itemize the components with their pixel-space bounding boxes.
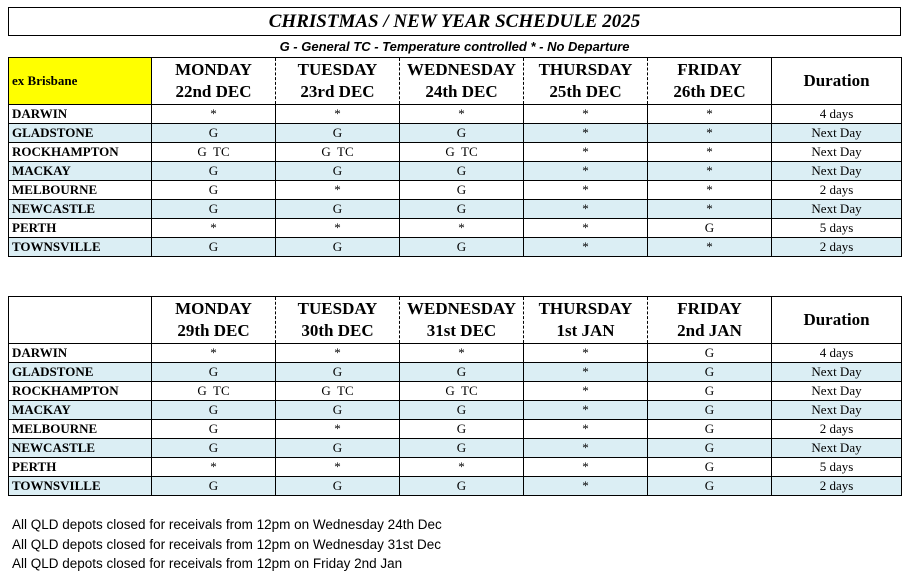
schedule-cell: * xyxy=(152,458,276,477)
schedule-cell: * xyxy=(648,143,772,162)
schedule-cell: * xyxy=(524,420,648,439)
table-row xyxy=(9,477,902,496)
schedule-cell: * xyxy=(152,219,276,238)
schedule-cell: G TC xyxy=(152,143,276,162)
table-row xyxy=(9,458,902,477)
destination-cell: PERTH xyxy=(9,219,152,238)
table-row xyxy=(9,181,902,200)
schedule-cell: G xyxy=(276,124,400,143)
schedule-cell: * xyxy=(648,181,772,200)
destination-cell: MACKAY xyxy=(9,401,152,420)
schedule-cell: G xyxy=(152,401,276,420)
schedule-cell: G xyxy=(276,200,400,219)
duration-cell: 2 days xyxy=(772,181,902,200)
schedule-cell: G xyxy=(276,363,400,382)
schedule-cell: G xyxy=(152,477,276,496)
destination-cell: DARWIN xyxy=(9,105,152,124)
note-line: All QLD depots closed for receivals from 12pm on Friday 2nd Jan xyxy=(12,556,403,571)
destination-cell: NEWCASTLE xyxy=(9,200,152,219)
schedule-cell: G xyxy=(648,382,772,401)
schedule-cell: * xyxy=(400,458,524,477)
schedule-cell: * xyxy=(524,105,648,124)
schedule-cell: G xyxy=(152,200,276,219)
schedule-cell: G xyxy=(152,181,276,200)
schedule-cell: * xyxy=(648,124,772,143)
day-header: WEDNESDAY 24th DEC xyxy=(400,58,524,105)
duration-cell: Next Day xyxy=(772,200,902,219)
table-row xyxy=(9,382,902,401)
duration-cell: Next Day xyxy=(772,439,902,458)
schedule-cell: G xyxy=(400,181,524,200)
origin-label xyxy=(9,297,152,344)
schedule-cell: G TC xyxy=(400,143,524,162)
schedule-cell: * xyxy=(152,344,276,363)
note-line: All QLD depots closed for receivals from 12pm on Wednesday 24th Dec xyxy=(12,517,442,532)
destination-cell: MACKAY xyxy=(9,162,152,181)
header-row xyxy=(9,297,902,344)
legend-text: G - General TC - Temperature controlled * - No Departure xyxy=(279,39,630,54)
schedule-cell: G xyxy=(276,401,400,420)
header-row xyxy=(9,58,902,105)
table-row xyxy=(9,420,902,439)
schedule-cell: G xyxy=(276,477,400,496)
schedule-cell: * xyxy=(400,219,524,238)
schedule-cell: * xyxy=(276,420,400,439)
schedule-cell: G xyxy=(400,477,524,496)
schedule-cell: G xyxy=(400,238,524,257)
schedule-cell: G xyxy=(276,238,400,257)
schedule-cell: * xyxy=(276,105,400,124)
day-header: MONDAY 29th DEC xyxy=(152,297,276,344)
schedule-cell: * xyxy=(524,200,648,219)
schedule-cell: G xyxy=(648,219,772,238)
schedule-cell: * xyxy=(276,181,400,200)
schedule-title: CHRISTMAS / NEW YEAR SCHEDULE 2025 xyxy=(8,7,901,36)
schedule-cell: * xyxy=(276,458,400,477)
schedule-cell: G TC xyxy=(400,382,524,401)
day-header: TUESDAY 30th DEC xyxy=(276,297,400,344)
schedule-cell: * xyxy=(524,143,648,162)
schedule-cell: * xyxy=(152,105,276,124)
schedule-cell: G xyxy=(648,439,772,458)
table-row xyxy=(9,439,902,458)
table-row xyxy=(9,124,902,143)
schedule-cell: * xyxy=(648,238,772,257)
table-row xyxy=(9,238,902,257)
schedule-cell: G xyxy=(648,420,772,439)
schedule-cell: * xyxy=(524,439,648,458)
day-header: THURSDAY 25th DEC xyxy=(524,58,648,105)
day-header: FRIDAY 26th DEC xyxy=(648,58,772,105)
table-row xyxy=(9,401,902,420)
schedule-cell: G TC xyxy=(152,382,276,401)
schedule-cell: G xyxy=(400,124,524,143)
table-row xyxy=(9,363,902,382)
duration-cell: 5 days xyxy=(772,458,902,477)
table-row xyxy=(9,105,902,124)
schedule-cell: G xyxy=(400,363,524,382)
duration-cell: Next Day xyxy=(772,143,902,162)
schedule-cell: G TC xyxy=(276,143,400,162)
duration-cell: 4 days xyxy=(772,344,902,363)
destination-cell: MELBOURNE xyxy=(9,420,152,439)
schedule-cell: * xyxy=(400,344,524,363)
schedule-cell: * xyxy=(524,458,648,477)
origin-label: ex Brisbane xyxy=(9,58,152,105)
destination-cell: TOWNSVILLE xyxy=(9,477,152,496)
schedule-cell: * xyxy=(524,344,648,363)
schedule-cell: * xyxy=(524,382,648,401)
destination-cell: GLADSTONE xyxy=(9,124,152,143)
duration-cell: 2 days xyxy=(772,477,902,496)
schedule-cell: G xyxy=(400,401,524,420)
duration-cell: 2 days xyxy=(772,420,902,439)
schedule-cell: G xyxy=(648,401,772,420)
table-row xyxy=(9,143,902,162)
schedule-cell: G xyxy=(152,363,276,382)
schedule-cell: G xyxy=(152,439,276,458)
schedule-cell: * xyxy=(524,124,648,143)
schedule-cell: G xyxy=(400,439,524,458)
duration-cell: Next Day xyxy=(772,363,902,382)
schedule-cell: G xyxy=(276,439,400,458)
schedule-cell: * xyxy=(524,401,648,420)
destination-cell: MELBOURNE xyxy=(9,181,152,200)
day-header: FRIDAY 2nd JAN xyxy=(648,297,772,344)
schedule-cell: * xyxy=(648,105,772,124)
duration-cell: Next Day xyxy=(772,401,902,420)
schedule-cell: G xyxy=(152,238,276,257)
destination-cell: NEWCASTLE xyxy=(9,439,152,458)
schedule-cell: G xyxy=(400,420,524,439)
destination-cell: DARWIN xyxy=(9,344,152,363)
table-row xyxy=(9,344,902,363)
notes xyxy=(12,515,442,574)
schedule-cell: G xyxy=(152,162,276,181)
table-row xyxy=(9,162,902,181)
schedule-cell: G xyxy=(648,363,772,382)
table-row xyxy=(9,219,902,238)
schedule-table-week-1 xyxy=(8,57,902,257)
duration-cell: Next Day xyxy=(772,124,902,143)
schedule-cell: G xyxy=(648,458,772,477)
destination-cell: ROCKHAMPTON xyxy=(9,143,152,162)
schedule-cell: * xyxy=(400,105,524,124)
day-header: TUESDAY 23rd DEC xyxy=(276,58,400,105)
duration-cell: Next Day xyxy=(772,162,902,181)
duration-cell: 4 days xyxy=(772,105,902,124)
schedule-table-week-2 xyxy=(8,296,902,496)
schedule-cell: * xyxy=(648,162,772,181)
schedule-cell: G xyxy=(648,344,772,363)
schedule-cell: * xyxy=(648,200,772,219)
schedule-cell: * xyxy=(524,219,648,238)
schedule-cell: G xyxy=(152,124,276,143)
schedule-cell: * xyxy=(276,219,400,238)
duration-cell: Next Day xyxy=(772,382,902,401)
schedule-cell: * xyxy=(524,238,648,257)
schedule-cell: * xyxy=(524,162,648,181)
destination-cell: GLADSTONE xyxy=(9,363,152,382)
schedule-cell: G xyxy=(648,477,772,496)
day-header: WEDNESDAY 31st DEC xyxy=(400,297,524,344)
table-row xyxy=(9,200,902,219)
duration-cell: 5 days xyxy=(772,219,902,238)
destination-cell: ROCKHAMPTON xyxy=(9,382,152,401)
duration-header: Duration xyxy=(772,297,902,344)
note-line: All QLD depots closed for receivals from 12pm on Wednesday 31st Dec xyxy=(12,536,441,552)
schedule-cell: * xyxy=(524,181,648,200)
schedule-cell: * xyxy=(276,344,400,363)
schedule-cell: G xyxy=(400,162,524,181)
duration-header: Duration xyxy=(772,58,902,105)
duration-cell: 2 days xyxy=(772,238,902,257)
day-header: MONDAY 22nd DEC xyxy=(152,58,276,105)
schedule-cell: * xyxy=(524,363,648,382)
destination-cell: PERTH xyxy=(9,458,152,477)
schedule-cell: G xyxy=(152,420,276,439)
schedule-cell: * xyxy=(524,477,648,496)
schedule-cell: G xyxy=(400,200,524,219)
destination-cell: TOWNSVILLE xyxy=(9,238,152,257)
schedule-cell: G xyxy=(276,162,400,181)
day-header: THURSDAY 1st JAN xyxy=(524,297,648,344)
schedule-cell: G TC xyxy=(276,382,400,401)
